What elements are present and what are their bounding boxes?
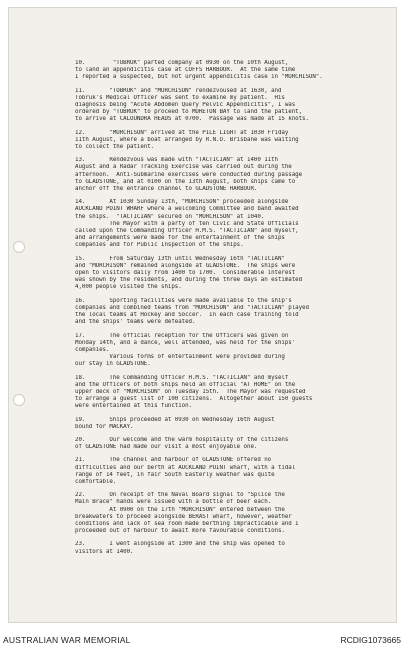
text-line: open to visitors daily from 1400 to 1700. Considerable interest: [75, 270, 296, 277]
text-line: ordered by "TOBRUK" to proceed to MORETON BAY to land the patient,: [75, 109, 303, 116]
text-line: to arrange a guest list of 100 citizens. Altogether about 150 guests: [75, 396, 313, 403]
text-line: At 0900 on the 17th "MURCHISON" entered between the: [75, 506, 285, 513]
punch-hole: [13, 394, 25, 406]
footer: [0, 633, 405, 647]
text-line: our stay in GLADSTONE.: [75, 361, 151, 368]
text-line: Main Brace" hands were issued with a bottle of beer each.: [75, 499, 272, 506]
paragraph: [75, 60, 391, 82]
text-line: were entertained at this function.: [75, 403, 192, 410]
text-line: visitors at 1400.: [75, 548, 134, 555]
text-line: and the ships' teams were defeated.: [75, 319, 196, 326]
text-line: conditions and lack of sea room made berthing impracticable and I: [75, 520, 299, 527]
text-line: range of 14 feet, in fair South Easterly weather was quite: [75, 471, 275, 478]
text-line: 20. Our welcome and the warm hospitality of the citizens: [75, 436, 289, 443]
text-line: to arrive at CALOUNDRA HEADS at 0700. Passage was made at 15 knots.: [75, 116, 309, 123]
document-page: [8, 7, 397, 623]
text-line: 23. I went alongside at 1300 and the ship was opened to: [75, 541, 285, 548]
text-line: August and a Radar Tracking Exercise was carried out during the: [75, 164, 292, 171]
paragraph: [75, 88, 391, 124]
footer-record-id: RCDIG1073665: [340, 635, 401, 645]
text-line: the local teams at Hockey and Soccer. In each case training told: [75, 312, 299, 319]
paragraph: [75, 437, 391, 451]
text-line: proceeded out of harbour to await more favourable conditions.: [75, 528, 285, 535]
paragraph: [75, 256, 391, 292]
text-line: to GLADSTONE, and at 0100 on the 13th August, both ships came to: [75, 178, 296, 185]
text-line: and arrangements were made for the entertainment of the ships: [75, 235, 285, 242]
paragraph: [75, 157, 391, 193]
paragraph: [75, 541, 391, 555]
text-line: diagnosis being "Acute Abdomen Query Pelvic Appendicitis", I was: [75, 102, 296, 109]
text-line: Various forms of entertainment were provided during: [75, 354, 285, 361]
text-line: 10. "TOBRUK" parted company at 0930 on the 10th August,: [75, 60, 289, 66]
text-line: AUCKLAND POINT WHARF where a welcoming Committee and band awaited: [75, 206, 299, 213]
text-line: I reported a suspected, but not urgent appendicitis case in "MURCHISON".: [75, 74, 323, 81]
text-line: companies and for Public Inspection of the ships.: [75, 242, 244, 249]
paragraph: [75, 298, 391, 327]
text-line: companies.: [75, 346, 110, 353]
text-line: companies and combined teams from "MURCHISON" and "TACTICIAN" played: [75, 304, 309, 311]
text-line: 12. "MURCHISON" arrived at the PILE LIGHT at 1030 Friday: [75, 129, 289, 136]
text-line: 22. On receipt of the Naval Board signal to "Splice the: [75, 492, 285, 499]
text-line: called upon the Commanding Officer H.M.S. "TACTICIAN" and myself,: [75, 228, 299, 235]
text-line: the ships. "TACTICIAN" secured on "MURCHISON" at 1040.: [75, 213, 265, 220]
paragraph: [75, 333, 391, 369]
punch-hole: [13, 241, 25, 253]
paragraph: [75, 375, 391, 411]
text-line: 13. Rendezvous was made with "TACTICIAN" at 1400 11th: [75, 157, 278, 164]
text-line: difficulties and our berth at AUCKLAND POINT wharf, with a tidal: [75, 464, 296, 471]
text-line: Monday 14th, and a dance, well attended, was held for the ships': [75, 339, 296, 346]
text-line: 14. At 1030 Sunday 13th, "MURCHISON" proceeded alongside: [75, 199, 289, 206]
text-line: and the Officers of both ships held an official "AT HOME" on the: [75, 381, 296, 388]
text-line: 18. The Commanding Officer H.M.S. "TACTICIAN" and myself: [75, 374, 289, 381]
text-line: The Mayor with a party of ten Civic and State Officials: [75, 220, 299, 227]
paragraph: [75, 130, 391, 152]
document-body: [75, 60, 391, 562]
text-line: breakwaters to proceed alongside BERAST wharf, however, weather: [75, 513, 292, 520]
text-line: 11. "TOBRUK" and "MURCHISON" rendezvoused at 1630, and: [75, 87, 282, 94]
paragraph: [75, 199, 391, 249]
text-line: anchor off the entrance channel to GLADSTONE HARBOUR.: [75, 186, 258, 193]
text-line: 19. Ships proceeded at 0930 on Wednesday 16th August: [75, 416, 275, 423]
text-line: upper deck of "MURCHISON" on Tuesday 15th. The Mayor was requested: [75, 388, 306, 395]
text-line: to collect the patient.: [75, 144, 155, 151]
paragraph: [75, 492, 391, 535]
text-line: was shown by the residents, and during the three days an estimated: [75, 277, 303, 284]
text-line: 15. From Saturday 13th until Wednesday 16th "TACTICIAN": [75, 255, 285, 262]
text-line: 16. Sporting facilities were made available to the ship's: [75, 297, 292, 304]
paragraph: [75, 457, 391, 486]
text-line: of GLADSTONE had made our visit a most enjoyable one.: [75, 444, 258, 451]
text-line: comfortable.: [75, 478, 117, 485]
text-line: 4,000 people visited the ships.: [75, 284, 182, 291]
text-line: Tobruk's Medical Officer was sent to examine my patient. His: [75, 94, 285, 101]
text-line: 17. The official reception for the Officers was given on: [75, 332, 289, 339]
footer-institution: AUSTRALIAN WAR MEMORIAL: [3, 635, 131, 645]
text-line: afternoon. Anti-Submarine exercises were conducted during passage: [75, 171, 303, 178]
text-line: 11th August, where a boat arranged by R.N.O. Brisbane was waiting: [75, 136, 299, 143]
text-line: 21. The channel and harbour of GLADSTONE offered no: [75, 457, 272, 464]
text-line: bound for MACKAY.: [75, 423, 134, 430]
text-line: to land an appendicitis case at COFFS HARBOUR. At the same time: [75, 67, 296, 74]
paragraph: [75, 417, 391, 431]
text-line: and "MURCHISON" remained alongside at GLADSTONE. The ships were: [75, 262, 296, 269]
